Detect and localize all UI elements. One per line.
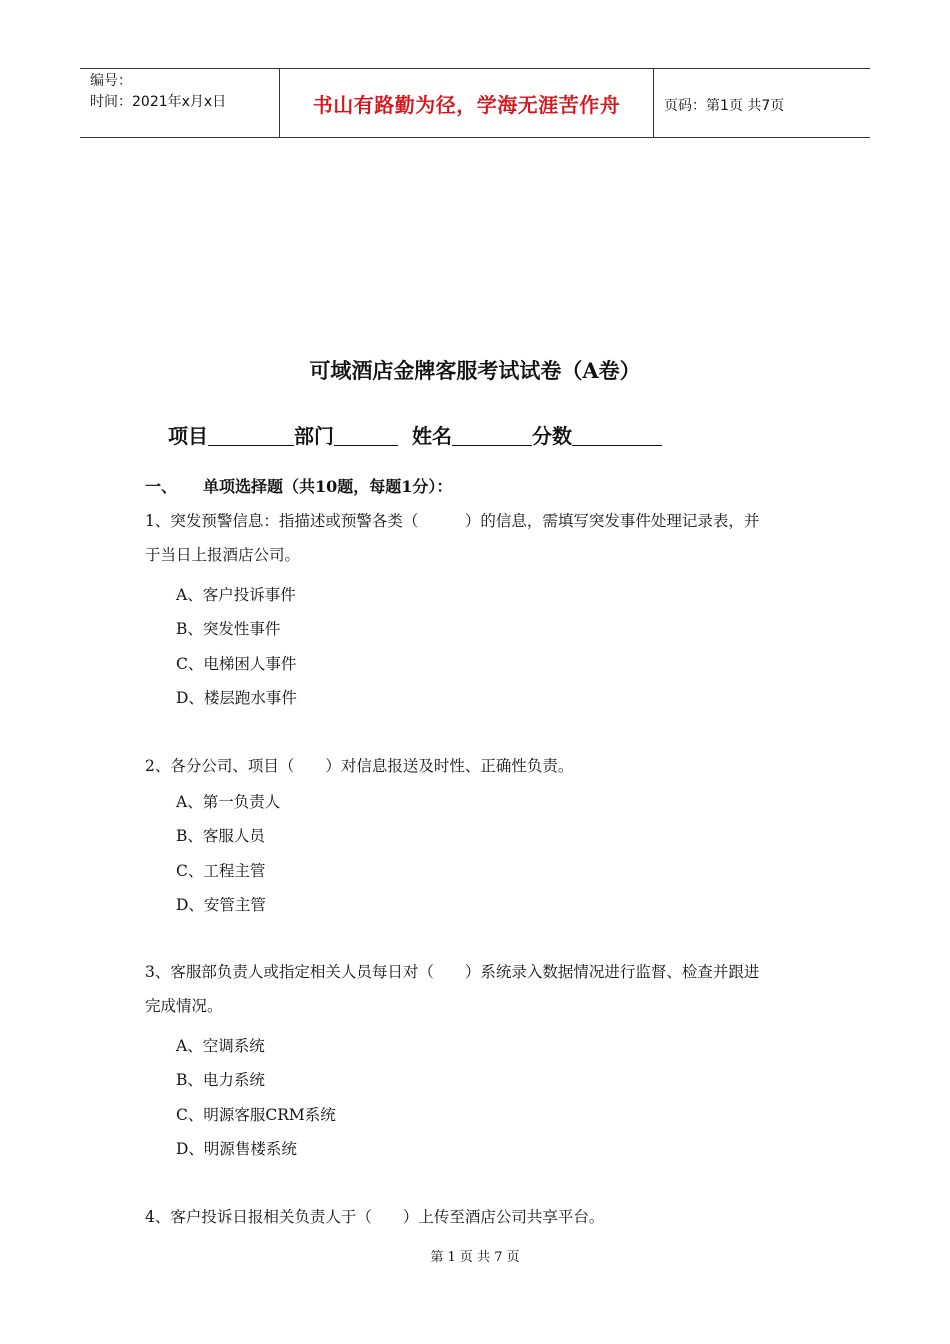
question-text: 2、各分公司、项目（ ）对信息报送及时性、正确性负责。 bbox=[145, 757, 574, 775]
question-text: 1、突发预警信息：指描述或预警各类（ ）的信息，需填写突发事件处理记录表，并 bbox=[145, 512, 760, 530]
option-3b[interactable]: B、电力系统 bbox=[176, 1071, 265, 1089]
name-blank[interactable] bbox=[452, 425, 532, 446]
question-1 bbox=[145, 504, 805, 572]
question-3 bbox=[145, 955, 805, 1023]
project-blank[interactable] bbox=[208, 425, 294, 446]
option-3c[interactable]: C、明源客服CRM系统 bbox=[176, 1106, 336, 1124]
section-text: 单项选择题（共10题，每题1分）： bbox=[203, 477, 453, 496]
option-2c[interactable]: C、工程主管 bbox=[176, 862, 266, 880]
department-blank[interactable] bbox=[334, 425, 398, 446]
option-2b[interactable]: B、客服人员 bbox=[176, 827, 265, 845]
header-page-code: 页码：第1页 共7页 bbox=[664, 98, 785, 114]
section-number: 一、 bbox=[145, 477, 178, 496]
question-text-cont: 于当日上报酒店公司。 bbox=[145, 546, 301, 564]
option-2d[interactable]: D、安管主管 bbox=[176, 896, 266, 914]
number-label: 编号： bbox=[90, 73, 132, 89]
section-heading bbox=[145, 474, 452, 497]
page-header bbox=[80, 68, 870, 138]
page-footer: 第 1 页 共 7 页 bbox=[430, 1250, 520, 1265]
option-3a[interactable]: A、空调系统 bbox=[176, 1037, 265, 1055]
header-motto: 书山有路勤为径，学海无涯苦作舟 bbox=[280, 69, 654, 137]
option-1a[interactable]: A、客户投诉事件 bbox=[176, 586, 296, 604]
department-label: 部门 bbox=[294, 424, 334, 448]
question-4 bbox=[145, 1200, 805, 1234]
exam-info-line bbox=[168, 420, 662, 449]
question-text: 3、客服部负责人或指定相关人员每日对（ ）系统录入数据情况进行监督、检查并跟进 bbox=[145, 963, 760, 981]
document-title: 可域酒店金牌客服考试试卷（A卷） bbox=[309, 358, 641, 383]
name-label: 姓名 bbox=[412, 424, 452, 448]
question-text-cont: 完成情况。 bbox=[145, 997, 223, 1015]
score-blank[interactable] bbox=[572, 425, 662, 446]
option-1d[interactable]: D、楼层跑水事件 bbox=[176, 689, 297, 707]
header-meta bbox=[80, 69, 280, 137]
option-1c[interactable]: C、电梯困人事件 bbox=[176, 655, 297, 673]
option-1b[interactable]: B、突发性事件 bbox=[176, 620, 281, 638]
question-2 bbox=[145, 749, 805, 783]
time-label: 时间：2021年x月x日 bbox=[90, 94, 227, 110]
project-label: 项目 bbox=[168, 424, 208, 448]
question-text: 4、客户投诉日报相关负责人于（ ）上传至酒店公司共享平台。 bbox=[145, 1208, 605, 1226]
score-label: 分数 bbox=[532, 424, 572, 448]
option-2a[interactable]: A、第一负责人 bbox=[176, 793, 281, 811]
option-3d[interactable]: D、明源售楼系统 bbox=[176, 1140, 297, 1158]
